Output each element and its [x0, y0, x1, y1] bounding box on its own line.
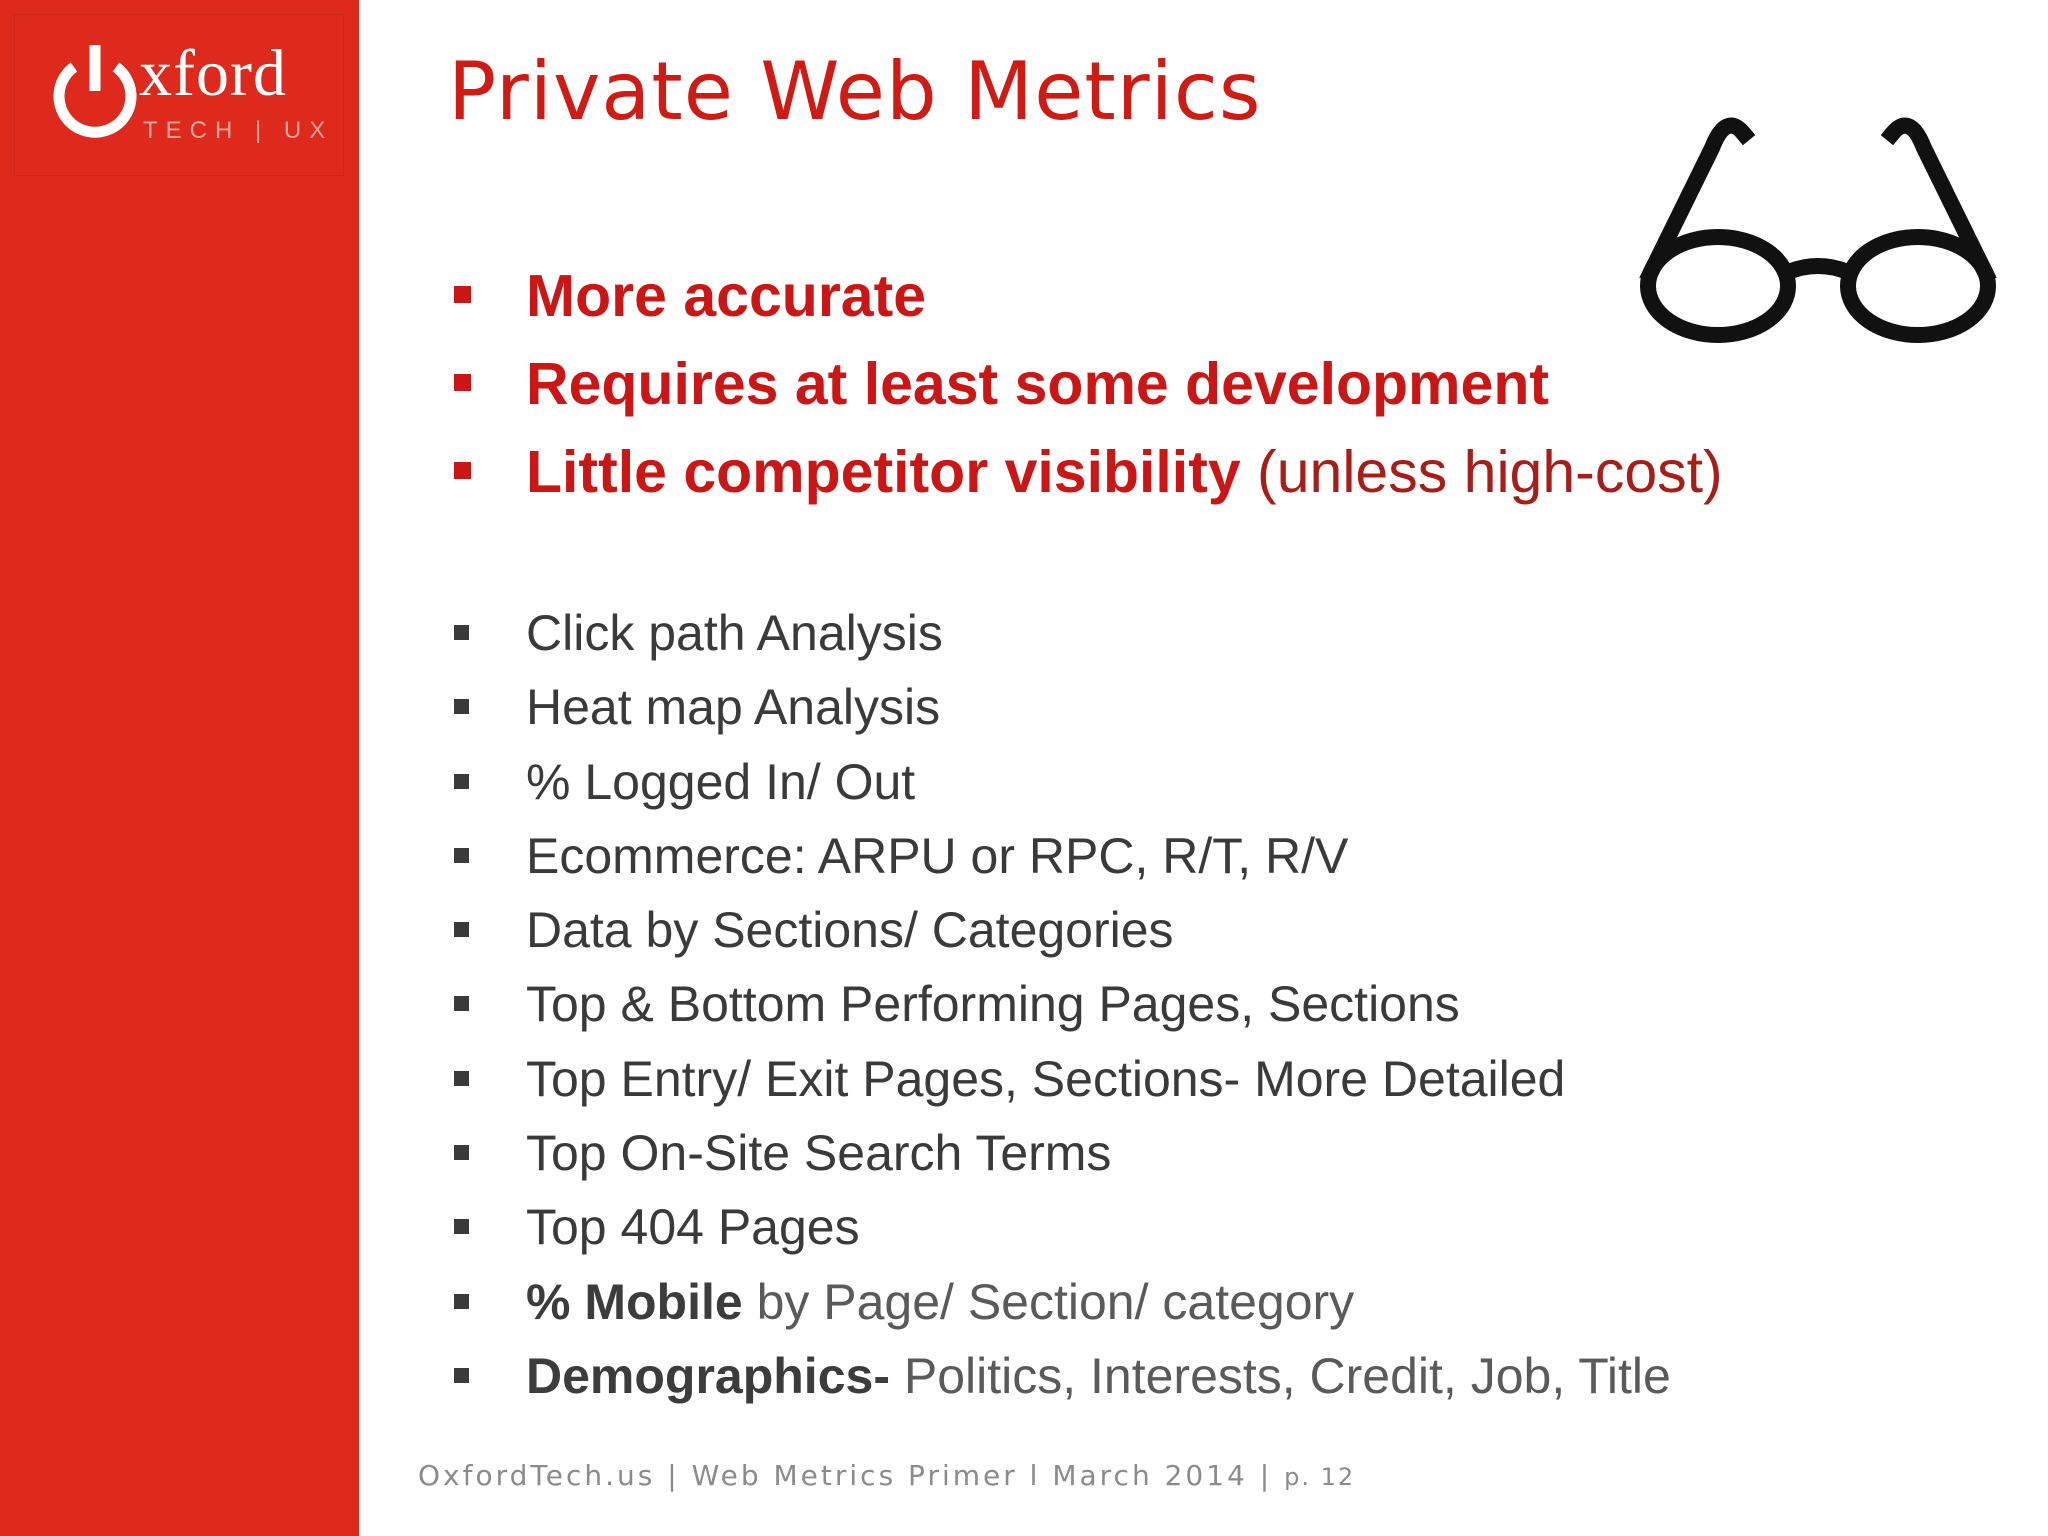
bullet-medium-text: Top 404 Pages — [526, 1199, 860, 1256]
bullet-item — [448, 1042, 1671, 1116]
bullet-medium-text: Heat map Analysis — [526, 679, 941, 736]
bullet-item — [448, 252, 1723, 340]
footer — [418, 1458, 1355, 1495]
bullet-marker — [454, 699, 469, 714]
bullet-item — [448, 428, 1723, 516]
logo-wordmark: xford — [139, 37, 287, 110]
slide-title: Private Web Metrics — [448, 45, 1262, 138]
bullet-marker — [454, 1145, 469, 1160]
bullet-marker — [454, 1071, 469, 1086]
primary-bullet-list — [448, 252, 1723, 516]
bullet-marker — [454, 286, 471, 303]
logo-subtitle: TECH | UX — [143, 117, 334, 144]
bullet-medium-text: Click path Analysis — [526, 605, 943, 661]
secondary-bullet-list — [448, 596, 1671, 1413]
sidebar — [0, 0, 359, 1536]
bullet-marker — [454, 848, 469, 863]
bullet-marker — [454, 1294, 469, 1309]
bullet-medium-text: Ecommerce: ARPU or RPC, R/T, R/V — [526, 827, 1349, 884]
bullet-light-text: by Page/ Section/ category — [742, 1273, 1355, 1330]
bullet-marker — [454, 625, 469, 640]
bullet-bold-text: Little competitor visibility — [526, 439, 1241, 505]
bullet-item — [448, 1116, 1671, 1190]
bullet-bold-text: More accurate — [526, 263, 927, 329]
bullet-item — [448, 819, 1671, 893]
page-number: p. 12 — [1284, 1463, 1356, 1491]
bullet-item — [448, 1265, 1671, 1339]
bullet-medium-text: Top Entry/ Exit Pages, Sections- More Detailed — [526, 1050, 1566, 1107]
bullet-medium-text: Top On-Site Search Terms — [526, 1125, 1112, 1182]
bullet-light-text: Politics, Interests, Credit, Job, Title — [889, 1347, 1671, 1404]
bullet-item — [448, 967, 1671, 1041]
bullet-medium-text: Top & Bottom Performing Pages, Sections — [526, 976, 1460, 1033]
bullet-medium-text: Data by Sections/ Categories — [526, 902, 1174, 959]
logo — [14, 14, 344, 176]
bullet-marker — [454, 374, 471, 391]
bullet-item — [448, 340, 1723, 428]
bullet-light-text: (unless high-cost) — [1240, 439, 1723, 505]
bullet-marker — [454, 1219, 469, 1234]
bullet-bold-text: % Mobile — [526, 1273, 743, 1330]
bullet-item — [448, 1339, 1671, 1413]
bullet-item — [448, 745, 1671, 819]
bullet-medium-text: % Logged In/ Out — [526, 753, 916, 810]
bullet-item — [448, 596, 1671, 670]
bullet-marker — [454, 1368, 469, 1383]
bullet-marker — [454, 462, 471, 479]
bullet-marker — [454, 996, 469, 1011]
bullet-item — [448, 670, 1671, 744]
footer-text: OxfordTech.us | Web Metrics Primer l March 2014 | — [418, 1459, 1273, 1492]
bullet-item — [448, 893, 1671, 967]
power-icon — [47, 45, 143, 145]
bullet-marker — [454, 774, 469, 789]
bullet-marker — [454, 922, 469, 937]
bullet-bold-text: Requires at least some development — [526, 351, 1550, 417]
bullet-bold-text: Demographics- — [526, 1347, 890, 1404]
bullet-item — [448, 1190, 1671, 1264]
